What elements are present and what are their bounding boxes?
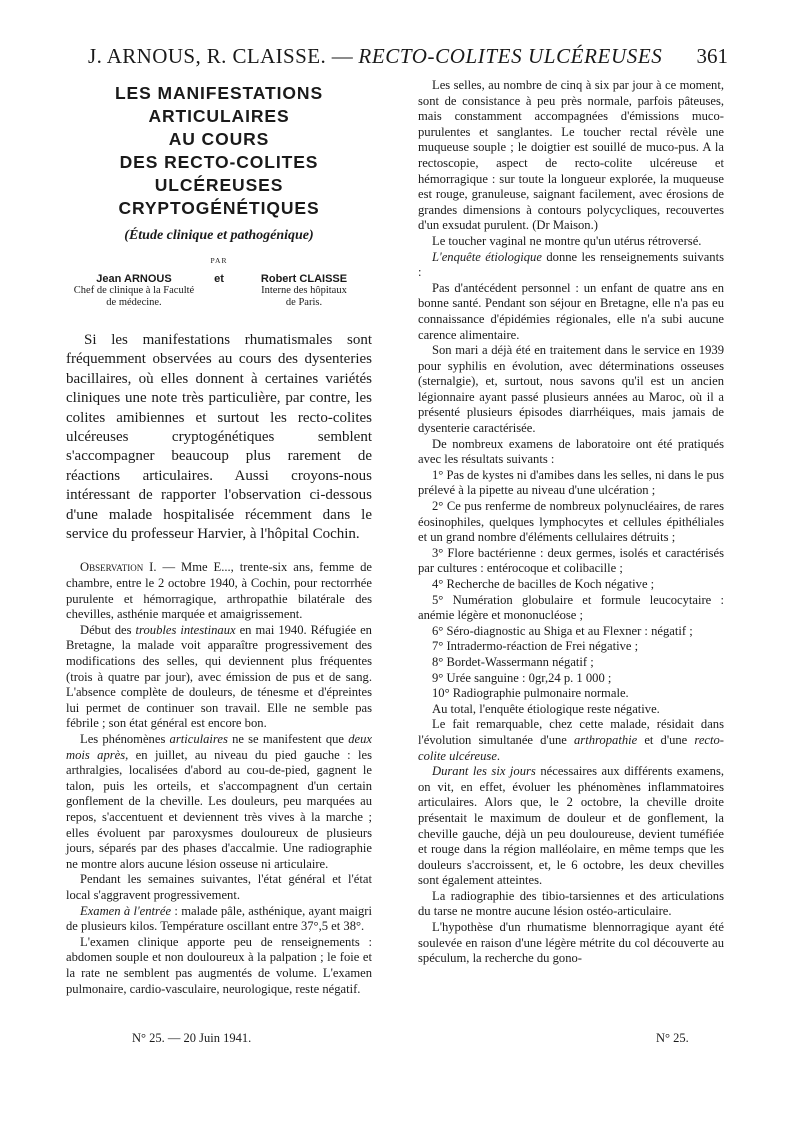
observation-label: Observation I. xyxy=(80,560,157,575)
italic-span: Durant les six jours xyxy=(432,764,536,779)
text-span: Les phénomènes xyxy=(80,732,170,746)
text-span: ne se manifestent que xyxy=(227,732,349,746)
lab-result-item: 3° Flore bactérienne : deux germes, isolés et caractérisés par cultures : entérocoque et colibacille ; xyxy=(418,545,724,576)
paragraph xyxy=(418,717,724,764)
text-span: en mai 1940. Réfugiée en Bretagne, la malade voit apparaître progressivement des modifications des selles, qui deviennent plus fréquentes (trois à quatre par jour), avec émission de pus et de sang. L'absence complète de douleurs, de ténesme et d'épreintes lui permet de continuer son travail. Elle ne semble pas fébrile ; son état général est encore bon. xyxy=(66,622,372,731)
left-body xyxy=(66,560,372,997)
title-line: DES RECTO-COLITES xyxy=(119,152,319,172)
italic-span: articulaires xyxy=(169,732,228,746)
text-span: : malade pâle, asthénique, ayant maigri de plusieurs kilos. Température oscillant entre 37°,5 et 38°. xyxy=(66,903,372,934)
paragraph: Les selles, au nombre de cinq à six par jour à ce moment, sont de consistance à peu près normale, parfois pâteuses, mais constamment accompagnées d'émissions muco-purulentes et sanglantes. Le toucher rectal révèle une muqueuse souple ; le doigtier est souillé de muco-pus. A la rectoscopie, aspect de recto-colite ulcéreuse et hémorragique : sur toute la longueur explorée, la muqueuse est rouge, granuleuse, saignant facilement, avec érosions de grandes dimensions à contours polycycliques, recouvertes d'un exsudat purulent. (Dr Maison.) xyxy=(418,78,724,233)
title-line: ULCÉREUSES xyxy=(154,175,284,195)
observation-text: — Mme E..., trente-six ans, femme de chambre, entre le 2 octobre 1940, à Cochin, pour rectorrhée purulente et hémorragique, arthropathie bilatérale des chevilles, asthénie marquée et amaigrissement. xyxy=(66,560,372,622)
author-2 xyxy=(236,273,372,309)
author-2-affiliation-2: de Paris. xyxy=(285,297,323,308)
paragraph: Le toucher vaginal ne montre qu'un utérus rétroversé. xyxy=(432,233,702,248)
right-body xyxy=(418,78,724,967)
article-subtitle: (Étude clinique et pathogénique) xyxy=(124,228,314,243)
lab-result-item: 5° Numération globulaire et formule leucocytaire : anémie légère et mononucléose ; xyxy=(418,592,724,623)
italic-span: recto-colite ulcéreuse xyxy=(418,732,724,763)
text-span: , en juillet, au niveau du pied gauche : les arthralgies, localisées d'abord au cou-de-pied, gagnent le talon, puis les orteils, et s'accompagnent d'un certain gonflement de la cheville. Les douleurs, peu marquées au repos, s'accentuent et deviennent très vives à la marche ; elles évoluent par paroxysmes douloureux de plusieurs jours, séparés par des phases d'accalmie. Une radiographie ne montre alors aucune lésion osseuse ni articulaire. xyxy=(66,747,372,871)
paragraph: La radiographie des tibio-tarsiennes et des articulations du tarse ne montre aucune lésion ostéo-articulaire. xyxy=(418,888,724,919)
observation-paragraph xyxy=(66,560,372,622)
paragraph xyxy=(66,623,372,732)
lab-result-item: 4° Recherche de bacilles de Koch négative ; xyxy=(432,577,655,591)
text-span: nécessaires aux différents examens, on vit, en effet, évoluer les phénomènes inflammatoires articulaires. Alors que, le 2 octobre, la cheville droite présentait le maximum de douleur et de gonflement, la cheville gauche, déjà un peu douloureuse, devient tuméfiée et rouge dans la région malléolaire, en même temps que les douleurs s'accroissent, et, le 6 octobre, les deux chevilles sont également atteintes. xyxy=(418,764,724,888)
paragraph: Au total, l'enquête étiologique reste négative. xyxy=(432,701,660,716)
author-conjunction: et xyxy=(214,273,224,285)
author-1-name: Jean ARNOUS xyxy=(96,273,172,285)
header-authors: J. ARNOUS, R. CLAISSE. — xyxy=(88,44,354,68)
text-span: . xyxy=(496,748,501,763)
paragraph: Pendant les semaines suivantes, l'état général et l'état local s'aggravent progressivement. xyxy=(66,872,372,902)
paragraph: De nombreux examens de laboratoire ont été pratiqués avec les résultats suivants : xyxy=(418,436,724,467)
text-span: Début des xyxy=(80,622,136,637)
title-line: CRYPTOGÉNÉTIQUES xyxy=(118,198,320,218)
author-2-name: Robert CLAISSE xyxy=(260,273,348,285)
author-1 xyxy=(66,273,202,309)
right-column xyxy=(418,78,724,967)
title-line: ARTICULAIRES xyxy=(148,106,290,126)
text-span: et d'une xyxy=(637,732,695,747)
paragraph xyxy=(66,732,372,872)
paragraph: Pas d'antécédent personnel : un enfant de quatre ans en bonne santé. Pendant son séjour en Bretagne, elle n'a pas eu connaissance d'épidémies régionales, elle n'a subi aucune carence alimentaire. xyxy=(418,280,724,342)
title-line: LES MANIFESTATIONS xyxy=(114,83,324,103)
abstract: Si les manifestations rhumatismales sont fréquemment observées au cours des dysenteries bacillaires, où elles donnent à certaines variétés cliniques une note très particulière, par contre, les colites amibiennes et surtout les recto-colites ulcéreuses cryptogénétiques semblent s'accompagner beaucoup plus rarement de réactions articulaires. Aussi croyons-nous intéressant de rapporter l'observation ci-dessous d'une malade hospitalisée récemment dans le service du professeur Harvier, à l'hôpital Cochin. xyxy=(66,332,372,543)
title-line: AU COURS xyxy=(168,129,270,149)
footer-issue-number: N° 25. xyxy=(656,1031,689,1045)
lab-result-item: 6° Séro-diagnostic au Shiga et au Flexner : négatif ; xyxy=(432,623,693,638)
paragraph xyxy=(418,764,724,889)
article-title xyxy=(66,82,372,220)
lab-result-item: 2° Ce pus renferme de nombreux polynucléaires, de rares éosinophiles, quelques lymphocytes et cellules épithéliales et un grand nombre d'éléments cellulaires détruits ; xyxy=(418,499,724,545)
lab-result-item: 9° Urée sanguine : 0gr,24 p. 1 000 ; xyxy=(432,670,612,685)
text-span: Le fait remarquable, chez cette malade, résidait dans l'évolution simultanée d'une xyxy=(418,717,724,747)
page-number: 361 xyxy=(696,44,728,68)
lab-result-item: 10° Radiographie pulmonaire normale. xyxy=(432,686,629,701)
lab-result-item: 8° Bordet-Wassermann négatif ; xyxy=(432,654,594,669)
lab-result-item: 7° Intradermo-réaction de Frei négative ; xyxy=(432,639,639,654)
paragraph: Son mari a déjà été en traitement dans le service en 1939 pour syphilis en évolution, avec déterminations osseuses (sternalgie), et, surtout, nous savons qu'il est un ancien légionnaire ayant passé plusieurs années au Maroc, où il a présenté plusieurs épisodes diarrhéiques, mais jamais de dysenterie caractérisée. xyxy=(418,343,724,436)
italic-span: arthropathie xyxy=(574,732,638,747)
author-1-affiliation-2: de médecine. xyxy=(106,297,162,308)
paragraph: L'hypothèse d'un rhumatisme blennorragique ayant été soulevée en raison d'une légère métrite du col découverte au spéculum, la recherche du gono- xyxy=(418,920,724,966)
lab-result-item: 1° Pas de kystes ni d'amibes dans les selles, ni dans le pus prélevé à la pipette au niveau d'une ulcération ; xyxy=(418,467,724,498)
left-column xyxy=(66,78,372,997)
author-2-affiliation-1: Interne des hôpitaux xyxy=(261,285,347,296)
paragraph xyxy=(66,904,372,935)
by-label: PAR xyxy=(210,256,228,265)
text-span: donne les renseignements suivants : xyxy=(418,249,724,280)
italic-span: L'enquête étiologique xyxy=(432,249,542,264)
italic-span: Examen à l'entrée xyxy=(80,903,172,918)
italic-span: troubles intestinaux xyxy=(135,622,236,637)
paragraph xyxy=(418,250,724,281)
paragraph: L'examen clinique apporte peu de renseignements : abdomen souple et non douloureux à la palpation ; le foie et la rate ne semblent pas augmentés de volume. L'examen pulmonaire, cardio-vasculaire, neurologique, reste négatif. xyxy=(66,934,372,996)
footer-issue-date: N° 25. — 20 Juin 1941. xyxy=(132,1031,252,1045)
author-byline xyxy=(66,273,372,309)
running-header xyxy=(88,44,728,76)
author-1-affiliation-1: Chef de clinique à la Faculté xyxy=(73,285,195,296)
header-journal-title: RECTO-COLITES ULCÉREUSES xyxy=(358,44,663,68)
italic-span: deux mois après xyxy=(66,732,372,762)
